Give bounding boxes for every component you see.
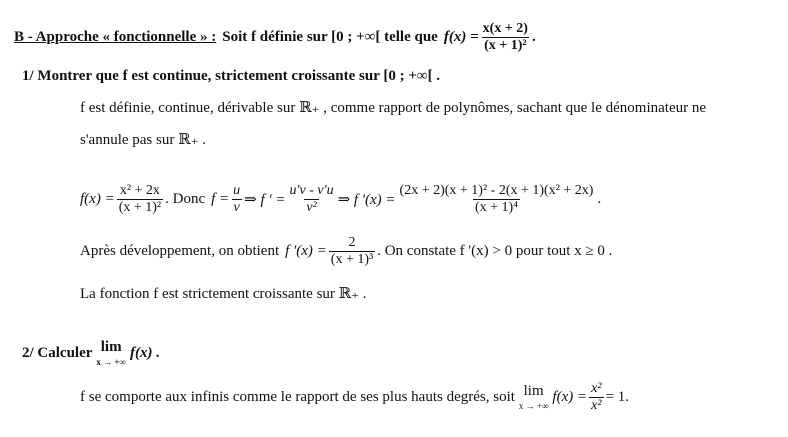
q1-title-text: 1/ Montrer que f est continue, strictement croissante sur [0 ; +∞[ .	[22, 68, 441, 84]
eq-end: .	[597, 191, 602, 207]
q1-para-line1	[80, 98, 706, 117]
dev-num: 2	[348, 235, 356, 250]
q1-para2-text: s'annule pas sur ℝ₊ .	[80, 132, 206, 148]
q1-conclusion	[80, 284, 367, 303]
q2-answer	[80, 382, 629, 413]
eq-d1: (x + 1)²	[118, 200, 162, 215]
q1-para1-text: f est définie, continue, dérivable sur ℝ₊ , comme rapport de polynômes, sachant que le dénominateur ne	[80, 100, 707, 116]
conclusion-text: La fonction f est strictement croissante sur ℝ₊ .	[80, 286, 367, 302]
eq-n1: x² + 2x	[119, 183, 160, 198]
header-num: x(x + 2)	[482, 21, 528, 36]
q2-lim2: lim	[523, 383, 544, 399]
header-den: (x + 1)²	[484, 38, 527, 53]
q2-frac	[589, 382, 603, 413]
eq-arrow1: ⇒ f ' =	[244, 192, 286, 208]
q2-den: x²	[591, 398, 602, 413]
dev-text: Après développement, on obtient	[80, 243, 280, 259]
eq-arrow2: ⇒ f '(x) =	[337, 192, 396, 208]
development-line	[80, 236, 612, 267]
header-fraction	[481, 22, 530, 53]
q2-lim2-sub: x → +∞	[518, 401, 549, 411]
dev-frac	[329, 236, 375, 267]
eq-d2: v	[233, 200, 240, 215]
eq-donc: . Donc	[165, 191, 206, 207]
eq-n4: (2x + 2)(x + 1)² - 2(x + 1)(x² + 2x)	[399, 183, 594, 198]
q2-lim-sub: x → +∞	[96, 357, 126, 367]
q2-title	[22, 340, 160, 367]
q2-label: 2/ Calculer	[22, 345, 93, 361]
q2-fx: f(x) =	[552, 389, 588, 405]
header-fx: f(x) =	[443, 29, 479, 45]
derivative-equation	[80, 184, 601, 215]
header-end: .	[531, 29, 536, 45]
eq-frac1	[117, 184, 163, 215]
eq-f: f =	[211, 191, 230, 207]
q2-answer-limit	[519, 384, 549, 411]
eq-d3: v²	[306, 200, 317, 215]
eq-d4: (x + 1)⁴	[474, 200, 519, 215]
eq-frac2	[231, 184, 242, 215]
q2-expr: f(x) .	[129, 345, 160, 361]
q2-limit	[96, 340, 126, 367]
eq-fx: f(x) =	[80, 191, 115, 207]
eq-n3: u'v - v'u	[289, 183, 334, 198]
eq-frac4	[398, 184, 596, 215]
section-intro: Soit f définie sur [0 ; +∞[ telle que	[222, 29, 438, 45]
eq-frac3	[287, 184, 335, 215]
eq-n2: u	[233, 183, 241, 198]
dev-tail: . On constate f '(x) > 0 pour tout x ≥ 0 .	[377, 243, 613, 259]
q1-title	[22, 68, 440, 85]
q2-result: = 1.	[605, 389, 629, 405]
dev-fprime: f '(x) =	[285, 243, 327, 259]
q2-answer-text: f se comporte aux infinis comme le rapport de ses plus hauts degrés, soit	[80, 389, 515, 405]
q2-lim: lim	[100, 339, 122, 355]
dev-den: (x + 1)³	[330, 252, 374, 267]
q1-para-line2	[80, 130, 206, 149]
section-label: B - Approche « fonctionnelle » :	[14, 29, 217, 45]
section-header	[14, 22, 536, 53]
q2-num: x²	[591, 381, 602, 396]
